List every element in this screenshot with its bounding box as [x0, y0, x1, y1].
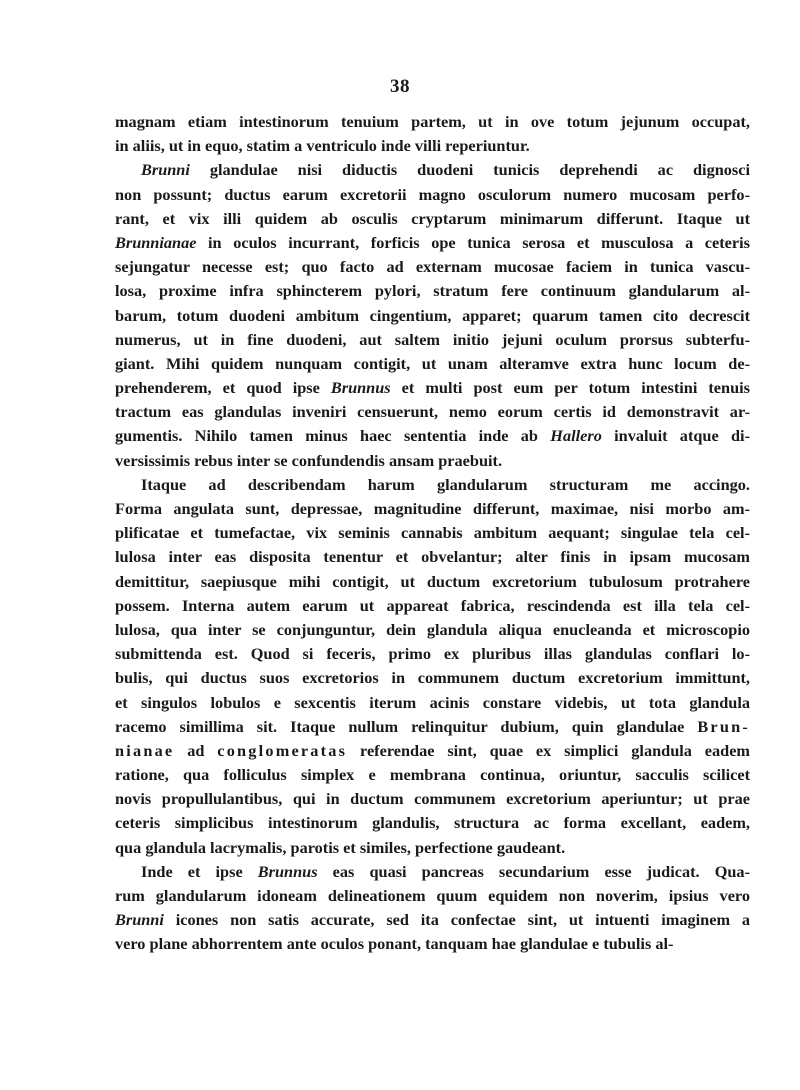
text-line	[115, 811, 750, 835]
text-line	[115, 424, 750, 448]
text-run: possem. Interna autem earum ut appareat fabrica, rescindenda est illa tela cel-	[115, 595, 750, 615]
text-run: novis propullulantibus, qui in ductum communem excretorium aperiuntur; ut prae	[115, 789, 750, 809]
text-run: ad	[174, 740, 218, 760]
text-run: versissimis rebus inter se confundendis ansam praebuit.	[115, 450, 503, 470]
text-line	[115, 715, 750, 739]
text-run: Inde et ipse	[141, 861, 258, 881]
text-run: vero plane abhorrentem ante oculos ponant, tanquam hae glandulae e tubulis al-	[115, 934, 674, 954]
text-run: glandulae nisi diductis duodeni tunicis deprehendi ac dignosci	[189, 160, 750, 180]
text-line	[115, 473, 750, 497]
text-run: ratione, qua folliculus simplex e membrana continua, oriuntur, sacculis scilicet	[115, 765, 750, 785]
spaced-term: Brun-	[697, 716, 750, 736]
text-line	[115, 545, 750, 569]
text-run: losa, proxime infra sphincterem pylori, stratum fere continuum glandularum al-	[115, 281, 750, 301]
text-run: lulosa, qua inter se conjunguntur, dein glandula aliqua enucleanda et microscopio	[115, 619, 750, 639]
text-line	[115, 134, 750, 158]
text-line	[115, 255, 750, 279]
text-run: Forma angulata sunt, depressae, magnitudine differunt, maximae, nisi morbo am-	[115, 499, 750, 518]
text-line	[115, 570, 750, 594]
text-line	[115, 642, 750, 666]
text-line	[115, 304, 750, 328]
text-line	[115, 666, 750, 690]
italic-name: Hallero	[550, 426, 602, 446]
text-line	[115, 691, 750, 715]
text-run: in oculos incurrant, forficis ope tunica serosa et musculosa a ceteris	[196, 232, 750, 252]
text-run: tractum eas glandulas inveniri censuerunt, nemo eorum certis id demonstravit ar-	[115, 402, 750, 422]
text-run: non possunt; ductus earum excretorii magno osculorum numero mucosam perfo-	[115, 184, 750, 204]
body-text	[115, 110, 750, 957]
text-run: ceteris simplicibus intestinorum glandulis, structura ac forma excellant, eadem,	[115, 813, 750, 833]
text-line	[115, 183, 750, 207]
text-run: rant, et vix illi quidem ab osculis cryptarum minimarum differunt. Itaque ut	[115, 208, 750, 228]
page-number: 38	[390, 76, 410, 97]
text-line	[115, 787, 750, 811]
text-line	[115, 932, 750, 956]
text-run: referendae sint, quae ex simplici glandula eadem	[347, 740, 750, 760]
italic-name: Brunni	[115, 910, 164, 930]
text-run: icones non satis accurate, sed ita confectae sint, ut intuenti imaginem a	[163, 910, 750, 930]
text-run: gumentis. Nihilo tamen minus haec sententia inde ab	[115, 426, 551, 446]
text-line	[115, 376, 750, 400]
text-run: Itaque ad describendam harum glandularum structuram me accingo.	[141, 474, 750, 494]
text-line	[115, 279, 750, 303]
italic-name: Brunni	[141, 160, 190, 180]
text-line	[115, 110, 750, 134]
paragraph	[115, 860, 750, 957]
text-run: eas quasi pancreas secundarium esse judicat. Qua-	[317, 861, 750, 881]
text-line	[115, 521, 750, 545]
italic-name: Brunnus	[257, 861, 318, 881]
text-run: giant. Mihi quidem nunquam contigit, ut unam alteramve extra hunc locum de-	[115, 353, 750, 373]
text-line	[115, 836, 750, 860]
text-line	[115, 884, 750, 908]
text-run: et multi post eum per totum intestini tenuis	[390, 378, 750, 398]
text-line	[115, 618, 750, 642]
text-run: bulis, qui ductus suos excretorios in communem ductum excretorium immittunt,	[115, 668, 750, 688]
text-run: rum glandularum idoneam delineationem quum equidem non noverim, ipsius vero	[115, 886, 750, 905]
text-line	[115, 497, 750, 521]
text-line	[115, 594, 750, 618]
text-line	[115, 231, 750, 255]
text-run: in aliis, ut in equo, statim a ventriculo inde villi reperiuntur.	[115, 136, 530, 156]
text-run: plificatae et tumefactae, vix seminis cannabis ambitum aequant; singulae tela cel-	[115, 523, 750, 543]
text-run: sejungatur necesse est; quo facto ad externam mucosae faciem in tunica vascu-	[115, 257, 750, 277]
text-line	[115, 908, 750, 932]
text-line	[115, 739, 750, 763]
text-run: barum, totum duodeni ambitum cingentium, apparet; quarum tamen cito decrescit	[115, 305, 750, 325]
text-run: racemo simillima sit. Itaque nullum relinquitur dubium, quin glandulae	[115, 716, 698, 736]
text-run: invaluit atque di-	[601, 426, 750, 446]
italic-name: Brunnianae	[115, 232, 197, 252]
text-line	[115, 207, 750, 231]
paragraph	[115, 158, 750, 472]
text-line	[115, 352, 750, 376]
text-run: demittitur, saepiusque mihi contigit, ut ductum excretorium tubulosum protrahere	[115, 571, 750, 591]
spaced-term: nianae	[115, 740, 175, 760]
text-line	[115, 449, 750, 473]
text-run: numerus, ut in fine duodeni, aut saltem initio jejuni oculum prorsus subterfu-	[115, 329, 750, 349]
text-line	[115, 860, 750, 884]
paragraph	[115, 473, 750, 860]
text-line	[115, 158, 750, 182]
text-run: magnam etiam intestinorum tenuium partem, ut in ove totum jejunum occupat,	[115, 112, 750, 131]
text-run: lulosa inter eas disposita tenentur et obvelantur; alter finis in ipsam mucosam	[115, 547, 750, 567]
text-run: et singulos lobulos e sexcentis iterum acinis constare videbis, ut tota glandula	[115, 692, 750, 712]
italic-name: Brunnus	[330, 378, 391, 398]
text-line	[115, 400, 750, 424]
text-line	[115, 328, 750, 352]
text-run: submittenda est. Quod si feceris, primo ex pluribus illas glandulas conflari lo-	[115, 644, 750, 664]
paragraph	[115, 110, 750, 158]
text-run: prehenderem, et quod ipse	[115, 378, 331, 398]
text-run: qua glandula lacrymalis, parotis et similes, perfectione gaudeant.	[115, 837, 566, 857]
text-line	[115, 763, 750, 787]
spaced-term: conglomeratas	[217, 740, 348, 760]
